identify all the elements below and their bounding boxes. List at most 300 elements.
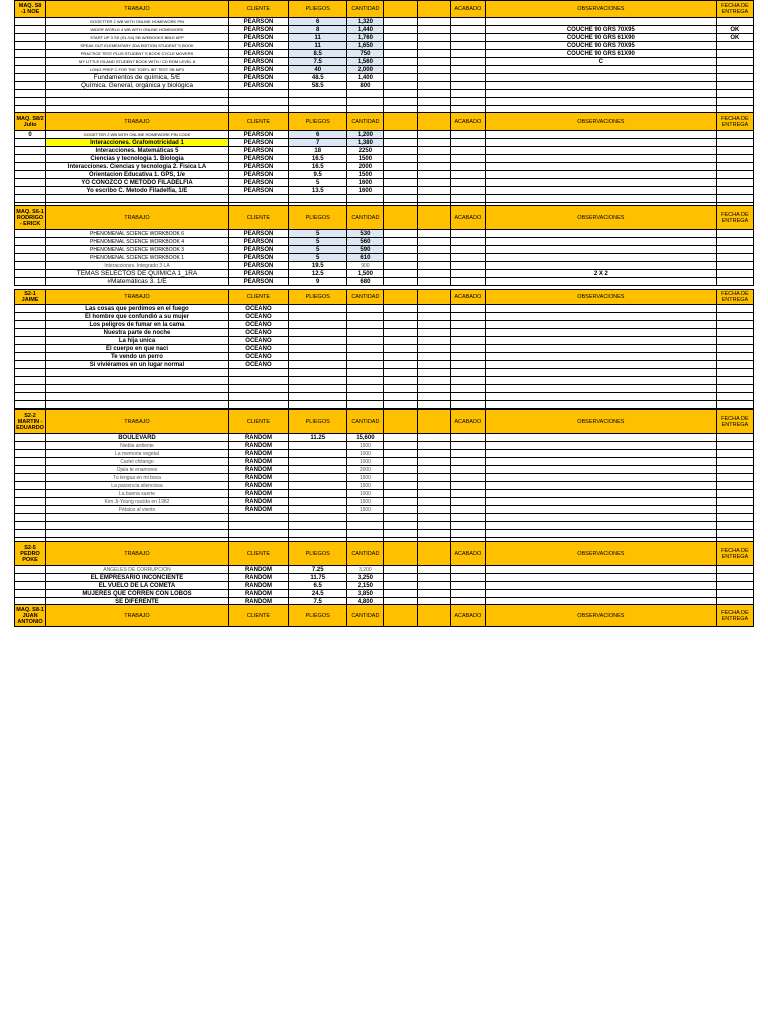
cliente-cell[interactable]: PEARSON	[228, 139, 288, 147]
fecha-cell[interactable]	[716, 163, 753, 171]
fecha-cell[interactable]	[716, 58, 753, 66]
pliegos-cell[interactable]	[289, 337, 347, 345]
empty-cell[interactable]	[228, 522, 288, 530]
empty-cell[interactable]	[46, 98, 229, 106]
fecha-cell[interactable]	[716, 506, 753, 514]
empty-cell[interactable]	[46, 195, 229, 203]
empty-cell[interactable]	[289, 90, 347, 98]
cantidad-cell[interactable]: 1500	[347, 506, 384, 514]
acabado-cell[interactable]	[450, 139, 485, 147]
acabado-cell[interactable]	[450, 163, 485, 171]
blank-cell[interactable]	[384, 163, 417, 171]
blank-cell[interactable]	[417, 18, 450, 26]
row-marker-cell[interactable]	[15, 50, 46, 58]
trabajo-cell[interactable]: Pétalos al viento	[46, 506, 229, 514]
cliente-cell[interactable]: RANDOM	[228, 466, 288, 474]
pliegos-cell[interactable]	[289, 450, 347, 458]
row-marker-cell[interactable]	[15, 566, 46, 574]
row-marker-cell[interactable]	[15, 254, 46, 262]
cliente-cell[interactable]: RANDOM	[228, 490, 288, 498]
trabajo-cell[interactable]: EL EMPRESARIO INCONCIENTE	[46, 574, 229, 582]
blank-cell[interactable]	[417, 26, 450, 34]
acabado-cell[interactable]	[450, 58, 485, 66]
acabado-cell[interactable]	[450, 171, 485, 179]
empty-cell[interactable]	[417, 522, 450, 530]
row-marker-cell[interactable]	[15, 361, 46, 369]
cliente-cell[interactable]: PEARSON	[228, 270, 288, 278]
trabajo-cell[interactable]: Química. General, orgánica y biológica	[46, 82, 229, 90]
acabado-cell[interactable]	[450, 305, 485, 313]
row-marker-cell[interactable]	[15, 66, 46, 74]
acabado-cell[interactable]	[450, 179, 485, 187]
fecha-cell[interactable]	[716, 590, 753, 598]
trabajo-cell[interactable]: PRACTICE TEST PLUS STUDENT´S BOOK CYCLE MOVERS	[46, 50, 229, 58]
empty-cell[interactable]	[15, 393, 46, 401]
empty-cell[interactable]	[450, 393, 485, 401]
pliegos-cell[interactable]: 8.5	[289, 50, 347, 58]
blank-cell[interactable]	[417, 305, 450, 313]
empty-cell[interactable]	[347, 195, 384, 203]
row-marker-cell[interactable]	[15, 345, 46, 353]
empty-cell[interactable]	[228, 385, 288, 393]
blank-cell[interactable]	[384, 590, 417, 598]
fecha-cell[interactable]	[716, 498, 753, 506]
empty-cell[interactable]	[289, 98, 347, 106]
blank-cell[interactable]	[384, 337, 417, 345]
fecha-cell[interactable]	[716, 74, 753, 82]
trabajo-cell[interactable]: Ojala te enamores	[46, 466, 229, 474]
blank-cell[interactable]	[384, 474, 417, 482]
observaciones-cell[interactable]	[485, 74, 716, 82]
pliegos-cell[interactable]	[289, 305, 347, 313]
trabajo-cell[interactable]: Si viviéramos en un lugar normal	[46, 361, 229, 369]
cantidad-cell[interactable]: 2,000	[347, 66, 384, 74]
cliente-cell[interactable]: RANDOM	[228, 434, 288, 442]
empty-cell[interactable]	[228, 195, 288, 203]
empty-cell[interactable]	[347, 401, 384, 409]
pliegos-cell[interactable]	[289, 506, 347, 514]
trabajo-cell[interactable]: SPEAK OUT ELEMENTARY 2DA EDITION STUDENT´S BOOK	[46, 42, 229, 50]
cantidad-cell[interactable]: 1,560	[347, 58, 384, 66]
empty-cell[interactable]	[289, 195, 347, 203]
pliegos-cell[interactable]: 6.5	[289, 582, 347, 590]
pliegos-cell[interactable]: 40	[289, 66, 347, 74]
blank-cell[interactable]	[384, 574, 417, 582]
trabajo-cell[interactable]: La paciencia silenciosa	[46, 482, 229, 490]
fecha-cell[interactable]	[716, 147, 753, 155]
row-marker-cell[interactable]	[15, 187, 46, 195]
blank-cell[interactable]	[384, 238, 417, 246]
acabado-cell[interactable]	[450, 321, 485, 329]
cliente-cell[interactable]: OCEANO	[228, 305, 288, 313]
acabado-cell[interactable]	[450, 574, 485, 582]
blank-cell[interactable]	[384, 131, 417, 139]
pliegos-cell[interactable]	[289, 329, 347, 337]
empty-cell[interactable]	[228, 98, 288, 106]
empty-cell[interactable]	[716, 401, 753, 409]
fecha-cell[interactable]	[716, 329, 753, 337]
observaciones-cell[interactable]	[485, 313, 716, 321]
fecha-cell[interactable]	[716, 262, 753, 270]
pliegos-cell[interactable]: 5	[289, 246, 347, 254]
empty-cell[interactable]	[716, 369, 753, 377]
pliegos-cell[interactable]	[289, 313, 347, 321]
observaciones-cell[interactable]	[485, 246, 716, 254]
empty-cell[interactable]	[417, 401, 450, 409]
row-marker-cell[interactable]	[15, 313, 46, 321]
acabado-cell[interactable]	[450, 74, 485, 82]
empty-cell[interactable]	[289, 522, 347, 530]
observaciones-cell[interactable]	[485, 450, 716, 458]
observaciones-cell[interactable]: COUCHE 90 GRS 61X90	[485, 34, 716, 42]
pliegos-cell[interactable]	[289, 353, 347, 361]
observaciones-cell[interactable]	[485, 482, 716, 490]
empty-cell[interactable]	[347, 530, 384, 538]
pliegos-cell[interactable]: 19.5	[289, 262, 347, 270]
empty-cell[interactable]	[450, 98, 485, 106]
empty-cell[interactable]	[485, 530, 716, 538]
observaciones-cell[interactable]	[485, 66, 716, 74]
empty-cell[interactable]	[15, 369, 46, 377]
row-marker-cell[interactable]	[15, 590, 46, 598]
cliente-cell[interactable]: PEARSON	[228, 278, 288, 286]
fecha-cell[interactable]	[716, 270, 753, 278]
row-marker-cell[interactable]	[15, 179, 46, 187]
acabado-cell[interactable]	[450, 66, 485, 74]
cantidad-cell[interactable]: 15,600	[347, 434, 384, 442]
empty-cell[interactable]	[46, 90, 229, 98]
empty-cell[interactable]	[46, 369, 229, 377]
empty-cell[interactable]	[46, 514, 229, 522]
trabajo-cell[interactable]: Kim Ji-Young nacida en 1982	[46, 498, 229, 506]
observaciones-cell[interactable]	[485, 171, 716, 179]
trabajo-cell[interactable]: LONG PREP C FOR THE TOEFL IBT TEST SB MP3	[46, 66, 229, 74]
empty-cell[interactable]	[485, 401, 716, 409]
cantidad-cell[interactable]: 2,150	[347, 582, 384, 590]
blank-cell[interactable]	[384, 458, 417, 466]
row-marker-cell[interactable]	[15, 147, 46, 155]
cantidad-cell[interactable]: 1,760	[347, 34, 384, 42]
blank-cell[interactable]	[384, 50, 417, 58]
observaciones-cell[interactable]	[485, 590, 716, 598]
blank-cell[interactable]	[384, 262, 417, 270]
trabajo-cell[interactable]: ANGELES DE CORRUPCIÓN	[46, 566, 229, 574]
cliente-cell[interactable]: PEARSON	[228, 34, 288, 42]
fecha-cell[interactable]	[716, 313, 753, 321]
row-marker-cell[interactable]	[15, 450, 46, 458]
blank-cell[interactable]	[417, 147, 450, 155]
empty-cell[interactable]	[485, 522, 716, 530]
acabado-cell[interactable]	[450, 506, 485, 514]
empty-cell[interactable]	[384, 90, 417, 98]
empty-cell[interactable]	[417, 195, 450, 203]
trabajo-cell[interactable]: GOGETTER 2 WB WITH ONLINE HOMEWORK PIN CODE	[46, 131, 229, 139]
empty-cell[interactable]	[417, 377, 450, 385]
observaciones-cell[interactable]	[485, 254, 716, 262]
fecha-cell[interactable]	[716, 155, 753, 163]
pliegos-cell[interactable]	[289, 466, 347, 474]
fecha-cell[interactable]: OK	[716, 34, 753, 42]
trabajo-cell[interactable]: PHENOMENAL SCIENCE WORKBOOK 4	[46, 238, 229, 246]
fecha-cell[interactable]	[716, 574, 753, 582]
trabajo-cell[interactable]: GOGETTER 2 WB WITH ONLINE HOMEWORK PIN	[46, 18, 229, 26]
blank-cell[interactable]	[417, 590, 450, 598]
fecha-cell[interactable]	[716, 18, 753, 26]
observaciones-cell[interactable]	[485, 262, 716, 270]
fecha-cell[interactable]	[716, 450, 753, 458]
fecha-cell[interactable]	[716, 458, 753, 466]
cliente-cell[interactable]: PEARSON	[228, 147, 288, 155]
row-marker-cell[interactable]	[15, 490, 46, 498]
acabado-cell[interactable]	[450, 498, 485, 506]
cantidad-cell[interactable]: 1500	[347, 155, 384, 163]
empty-cell[interactable]	[485, 385, 716, 393]
trabajo-cell[interactable]: PHENOMENAL SCIENCE WORKBOOK 1	[46, 254, 229, 262]
cantidad-cell[interactable]	[347, 321, 384, 329]
acabado-cell[interactable]	[450, 450, 485, 458]
cliente-cell[interactable]: PEARSON	[228, 155, 288, 163]
fecha-cell[interactable]	[716, 278, 753, 286]
cantidad-cell[interactable]: 1,200	[347, 131, 384, 139]
observaciones-cell[interactable]: COUCHE 90 GRS 70X95	[485, 26, 716, 34]
fecha-cell[interactable]	[716, 345, 753, 353]
row-marker-cell[interactable]	[15, 246, 46, 254]
blank-cell[interactable]	[417, 458, 450, 466]
blank-cell[interactable]	[384, 566, 417, 574]
acabado-cell[interactable]	[450, 458, 485, 466]
row-marker-cell[interactable]: 0	[15, 131, 46, 139]
blank-cell[interactable]	[384, 450, 417, 458]
trabajo-cell[interactable]: Yo escribo C. Metodo Filadelfia, 1/E	[46, 187, 229, 195]
blank-cell[interactable]	[417, 474, 450, 482]
cantidad-cell[interactable]	[347, 337, 384, 345]
trabajo-cell[interactable]: Fundamentos de química, 5/E	[46, 74, 229, 82]
trabajo-cell[interactable]: BOULEVARD	[46, 434, 229, 442]
cantidad-cell[interactable]: 680	[347, 278, 384, 286]
pliegos-cell[interactable]	[289, 442, 347, 450]
pliegos-cell[interactable]: 16.5	[289, 163, 347, 171]
blank-cell[interactable]	[417, 313, 450, 321]
pliegos-cell[interactable]: 9	[289, 278, 347, 286]
empty-cell[interactable]	[384, 98, 417, 106]
cliente-cell[interactable]: RANDOM	[228, 498, 288, 506]
empty-cell[interactable]	[716, 195, 753, 203]
pliegos-cell[interactable]: 11.25	[289, 434, 347, 442]
acabado-cell[interactable]	[450, 262, 485, 270]
pliegos-cell[interactable]	[289, 458, 347, 466]
row-marker-cell[interactable]	[15, 305, 46, 313]
cliente-cell[interactable]: RANDOM	[228, 590, 288, 598]
trabajo-cell[interactable]: Interacciones. Grafomotricidad 1	[46, 139, 229, 147]
blank-cell[interactable]	[417, 131, 450, 139]
acabado-cell[interactable]	[450, 278, 485, 286]
blank-cell[interactable]	[384, 147, 417, 155]
trabajo-cell[interactable]: Niebla ardiente	[46, 442, 229, 450]
blank-cell[interactable]	[417, 66, 450, 74]
blank-cell[interactable]	[417, 321, 450, 329]
acabado-cell[interactable]	[450, 434, 485, 442]
cantidad-cell[interactable]: 1500	[347, 482, 384, 490]
acabado-cell[interactable]	[450, 131, 485, 139]
row-marker-cell[interactable]	[15, 321, 46, 329]
row-marker-cell[interactable]	[15, 466, 46, 474]
blank-cell[interactable]	[384, 82, 417, 90]
cantidad-cell[interactable]	[347, 361, 384, 369]
cliente-cell[interactable]: PEARSON	[228, 74, 288, 82]
observaciones-cell[interactable]	[485, 498, 716, 506]
row-marker-cell[interactable]	[15, 498, 46, 506]
row-marker-cell[interactable]	[15, 139, 46, 147]
cantidad-cell[interactable]	[347, 313, 384, 321]
blank-cell[interactable]	[384, 278, 417, 286]
acabado-cell[interactable]	[450, 337, 485, 345]
blank-cell[interactable]	[384, 466, 417, 474]
cantidad-cell[interactable]: 1,500	[347, 270, 384, 278]
empty-cell[interactable]	[228, 401, 288, 409]
observaciones-cell[interactable]	[485, 582, 716, 590]
row-marker-cell[interactable]	[15, 434, 46, 442]
blank-cell[interactable]	[417, 187, 450, 195]
row-marker-cell[interactable]	[15, 353, 46, 361]
cantidad-cell[interactable]: 2000	[347, 466, 384, 474]
observaciones-cell[interactable]: 2 X 2	[485, 270, 716, 278]
observaciones-cell[interactable]: COUCHE 90 GRS 70X95	[485, 42, 716, 50]
empty-cell[interactable]	[384, 401, 417, 409]
fecha-cell[interactable]	[716, 139, 753, 147]
pliegos-cell[interactable]: 5	[289, 254, 347, 262]
observaciones-cell[interactable]	[485, 238, 716, 246]
cliente-cell[interactable]: RANDOM	[228, 458, 288, 466]
observaciones-cell[interactable]	[485, 163, 716, 171]
pliegos-cell[interactable]: 9.5	[289, 171, 347, 179]
acabado-cell[interactable]	[450, 582, 485, 590]
empty-cell[interactable]	[228, 369, 288, 377]
cantidad-cell[interactable]: 3,250	[347, 574, 384, 582]
observaciones-cell[interactable]	[485, 337, 716, 345]
empty-cell[interactable]	[417, 98, 450, 106]
observaciones-cell[interactable]	[485, 139, 716, 147]
row-marker-cell[interactable]	[15, 337, 46, 345]
acabado-cell[interactable]	[450, 482, 485, 490]
cantidad-cell[interactable]: 560	[347, 238, 384, 246]
empty-cell[interactable]	[417, 393, 450, 401]
acabado-cell[interactable]	[450, 147, 485, 155]
blank-cell[interactable]	[384, 230, 417, 238]
cantidad-cell[interactable]: 3,850	[347, 590, 384, 598]
empty-cell[interactable]	[485, 98, 716, 106]
trabajo-cell[interactable]: La buena suerte	[46, 490, 229, 498]
pliegos-cell[interactable]: 7	[289, 139, 347, 147]
pliegos-cell[interactable]: 18	[289, 147, 347, 155]
blank-cell[interactable]	[384, 313, 417, 321]
trabajo-cell[interactable]: START UP 3 SS (S1-S4) SB W/EBOOKS BBLE APP	[46, 34, 229, 42]
acabado-cell[interactable]	[450, 155, 485, 163]
blank-cell[interactable]	[417, 34, 450, 42]
empty-cell[interactable]	[347, 377, 384, 385]
row-marker-cell[interactable]	[15, 58, 46, 66]
blank-cell[interactable]	[384, 171, 417, 179]
observaciones-cell[interactable]	[485, 574, 716, 582]
cliente-cell[interactable]: PEARSON	[228, 18, 288, 26]
empty-cell[interactable]	[417, 514, 450, 522]
row-marker-cell[interactable]	[15, 270, 46, 278]
empty-cell[interactable]	[716, 98, 753, 106]
empty-cell[interactable]	[347, 514, 384, 522]
empty-cell[interactable]	[347, 369, 384, 377]
blank-cell[interactable]	[417, 139, 450, 147]
row-marker-cell[interactable]	[15, 458, 46, 466]
row-marker-cell[interactable]	[15, 482, 46, 490]
empty-cell[interactable]	[347, 385, 384, 393]
acabado-cell[interactable]	[450, 34, 485, 42]
pliegos-cell[interactable]	[289, 490, 347, 498]
empty-cell[interactable]	[384, 385, 417, 393]
blank-cell[interactable]	[417, 82, 450, 90]
cliente-cell[interactable]: PEARSON	[228, 131, 288, 139]
cliente-cell[interactable]: OCEANO	[228, 361, 288, 369]
empty-cell[interactable]	[716, 377, 753, 385]
empty-cell[interactable]	[384, 514, 417, 522]
empty-cell[interactable]	[450, 195, 485, 203]
empty-cell[interactable]	[450, 401, 485, 409]
cantidad-cell[interactable]: 1000	[347, 458, 384, 466]
cliente-cell[interactable]: OCEANO	[228, 345, 288, 353]
empty-cell[interactable]	[384, 195, 417, 203]
observaciones-cell[interactable]	[485, 82, 716, 90]
cantidad-cell[interactable]: 590	[347, 246, 384, 254]
cliente-cell[interactable]: PEARSON	[228, 230, 288, 238]
blank-cell[interactable]	[384, 58, 417, 66]
empty-cell[interactable]	[347, 522, 384, 530]
blank-cell[interactable]	[384, 482, 417, 490]
blank-cell[interactable]	[417, 466, 450, 474]
trabajo-cell[interactable]: Interacciones. Matemáticas 5	[46, 147, 229, 155]
empty-cell[interactable]	[228, 514, 288, 522]
trabajo-cell[interactable]: PHENOMENAL SCIENCE WORKBOOK 6	[46, 230, 229, 238]
trabajo-cell[interactable]: Ciencias y tecnologia 1. Biologia	[46, 155, 229, 163]
fecha-cell[interactable]	[716, 179, 753, 187]
pliegos-cell[interactable]: 8	[289, 26, 347, 34]
cantidad-cell[interactable]: 1500	[347, 442, 384, 450]
blank-cell[interactable]	[384, 139, 417, 147]
empty-cell[interactable]	[15, 522, 46, 530]
observaciones-cell[interactable]	[485, 361, 716, 369]
empty-cell[interactable]	[716, 393, 753, 401]
observaciones-cell[interactable]	[485, 147, 716, 155]
empty-cell[interactable]	[384, 377, 417, 385]
cantidad-cell[interactable]: 900	[347, 262, 384, 270]
pliegos-cell[interactable]: 7.25	[289, 566, 347, 574]
acabado-cell[interactable]	[450, 82, 485, 90]
blank-cell[interactable]	[417, 179, 450, 187]
row-marker-cell[interactable]	[15, 82, 46, 90]
empty-cell[interactable]	[15, 514, 46, 522]
fecha-cell[interactable]	[716, 482, 753, 490]
row-marker-cell[interactable]	[15, 442, 46, 450]
fecha-cell[interactable]	[716, 254, 753, 262]
cantidad-cell[interactable]	[347, 329, 384, 337]
empty-cell[interactable]	[417, 530, 450, 538]
fecha-cell[interactable]	[716, 466, 753, 474]
empty-cell[interactable]	[384, 522, 417, 530]
blank-cell[interactable]	[384, 179, 417, 187]
pliegos-cell[interactable]: 58.5	[289, 82, 347, 90]
trabajo-cell[interactable]: Orientacion Educativa 1. GPS, 1/e	[46, 171, 229, 179]
observaciones-cell[interactable]	[485, 490, 716, 498]
trabajo-cell[interactable]: TEMAS SELECTOS DE QUIMICA 1_1RA	[46, 270, 229, 278]
blank-cell[interactable]	[384, 321, 417, 329]
blank-cell[interactable]	[384, 155, 417, 163]
